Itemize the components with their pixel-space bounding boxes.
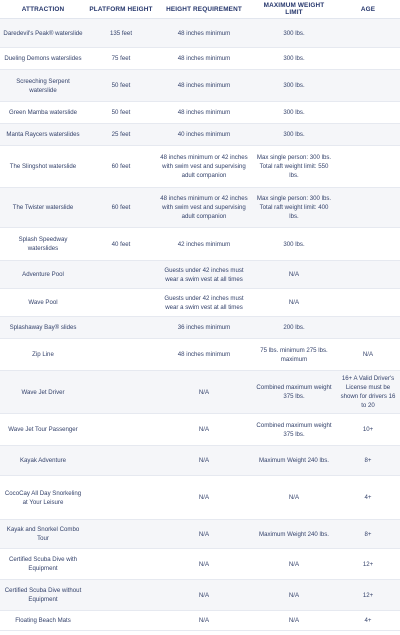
height-requirement-cell: Guests under 42 inches must wear a swim vest at all times <box>156 261 252 289</box>
weight-limit-cell: 75 lbs. minimum 275 lbs. maximum <box>252 339 336 371</box>
age-cell <box>336 146 400 188</box>
platform-height-cell <box>86 371 156 414</box>
height-requirement-cell: 48 inches minimum <box>156 48 252 70</box>
table-row <box>0 476 400 520</box>
platform-height-cell: 25 feet <box>86 124 156 146</box>
height-requirement-cell: N/A <box>156 611 252 631</box>
age-cell <box>336 70 400 102</box>
height-requirement-cell: 48 inches minimum or 42 inches with swim vest and supervising adult companion <box>156 146 252 188</box>
attraction-cell: The Slingshot waterslide <box>0 146 86 188</box>
table-header <box>0 0 400 19</box>
table-row <box>0 19 400 48</box>
age-cell <box>336 228 400 261</box>
weight-limit-cell: Maximum Weight 240 lbs. <box>252 446 336 476</box>
age-cell: 8+ <box>336 520 400 549</box>
weight-limit-cell: Max single person: 300 lbs. Total raft weight limit: 400 lbs. <box>252 188 336 228</box>
age-cell <box>336 188 400 228</box>
weight-limit-cell: Combined maximum weight 375 lbs. <box>252 371 336 414</box>
attraction-cell: Screeching Serpent waterslide <box>0 70 86 102</box>
platform-height-cell: 40 feet <box>86 228 156 261</box>
attraction-cell: Zip Line <box>0 339 86 371</box>
platform-height-cell <box>86 261 156 289</box>
weight-limit-cell: 300 lbs. <box>252 102 336 124</box>
platform-height-cell <box>86 580 156 611</box>
age-cell <box>336 124 400 146</box>
header-row <box>0 0 400 19</box>
table-row <box>0 70 400 102</box>
table-row <box>0 520 400 549</box>
height-requirement-cell: N/A <box>156 520 252 549</box>
height-requirement-cell: 42 inches minimum <box>156 228 252 261</box>
table-row <box>0 188 400 228</box>
age-cell: 4+ <box>336 476 400 520</box>
table-row <box>0 317 400 339</box>
table-row <box>0 549 400 580</box>
platform-height-cell: 60 feet <box>86 146 156 188</box>
age-cell <box>336 317 400 339</box>
height-requirement-cell: N/A <box>156 476 252 520</box>
platform-height-cell <box>86 520 156 549</box>
platform-height-cell: 60 feet <box>86 188 156 228</box>
weight-limit-cell: Combined maximum weight 375 lbs. <box>252 414 336 446</box>
header-height-requirement: HEIGHT REQUIREMENT <box>156 0 252 19</box>
attraction-cell: Wave Pool <box>0 289 86 317</box>
platform-height-cell <box>86 289 156 317</box>
weight-limit-cell: 300 lbs. <box>252 70 336 102</box>
platform-height-cell: 135 feet <box>86 19 156 48</box>
table-row <box>0 228 400 261</box>
age-cell <box>336 261 400 289</box>
table-row <box>0 261 400 289</box>
weight-limit-cell: 300 lbs. <box>252 228 336 261</box>
table-row <box>0 611 400 631</box>
height-requirement-cell: 48 inches minimum <box>156 102 252 124</box>
table-row <box>0 414 400 446</box>
height-requirement-cell: 48 inches minimum <box>156 339 252 371</box>
weight-limit-cell: N/A <box>252 611 336 631</box>
height-requirement-cell: 48 inches minimum <box>156 19 252 48</box>
header-max-weight: MAXIMUM WEIGHT LIMIT <box>252 0 336 19</box>
platform-height-cell <box>86 317 156 339</box>
weight-limit-cell: N/A <box>252 476 336 520</box>
attraction-cell: Green Mamba waterslide <box>0 102 86 124</box>
attraction-cell: Daredevil's Peak® waterslide <box>0 19 86 48</box>
platform-height-cell: 50 feet <box>86 102 156 124</box>
table-row <box>0 580 400 611</box>
attraction-cell: Certified Scuba Dive with Equipment <box>0 549 86 580</box>
platform-height-cell <box>86 339 156 371</box>
attraction-cell: Manta Raycers waterslides <box>0 124 86 146</box>
platform-height-cell <box>86 549 156 580</box>
weight-limit-cell: 300 lbs. <box>252 124 336 146</box>
platform-height-cell: 75 feet <box>86 48 156 70</box>
weight-limit-cell: 300 lbs. <box>252 19 336 48</box>
weight-limit-cell: Max single person: 300 lbs. Total raft weight limit: 550 lbs. <box>252 146 336 188</box>
platform-height-cell: 50 feet <box>86 70 156 102</box>
weight-limit-cell: N/A <box>252 289 336 317</box>
age-cell: 10+ <box>336 414 400 446</box>
height-requirement-cell: 48 inches minimum or 42 inches with swim vest and supervising adult companion <box>156 188 252 228</box>
table-row <box>0 371 400 414</box>
age-cell: 8+ <box>336 446 400 476</box>
platform-height-cell <box>86 414 156 446</box>
age-cell: 12+ <box>336 549 400 580</box>
height-requirement-cell: 48 inches minimum <box>156 70 252 102</box>
weight-limit-cell: N/A <box>252 261 336 289</box>
weight-limit-cell: N/A <box>252 580 336 611</box>
attraction-cell: Kayak and Snorkel Combo Tour <box>0 520 86 549</box>
height-requirement-cell: N/A <box>156 580 252 611</box>
attraction-cell: Wave Jet Tour Passenger <box>0 414 86 446</box>
table-row <box>0 102 400 124</box>
height-requirement-cell: Guests under 42 inches must wear a swim vest at all times <box>156 289 252 317</box>
attraction-cell: The Twister waterslide <box>0 188 86 228</box>
height-requirement-cell: 40 inches minimum <box>156 124 252 146</box>
height-requirement-cell: N/A <box>156 446 252 476</box>
table-row <box>0 146 400 188</box>
weight-limit-cell: 200 lbs. <box>252 317 336 339</box>
age-cell <box>336 19 400 48</box>
weight-limit-cell: Maximum Weight 240 lbs. <box>252 520 336 549</box>
attraction-cell: Splashaway Bay® slides <box>0 317 86 339</box>
table-row <box>0 446 400 476</box>
attraction-cell: Wave Jet Driver <box>0 371 86 414</box>
attraction-cell: Kayak Adventure <box>0 446 86 476</box>
attraction-cell: Dueling Demons waterslides <box>0 48 86 70</box>
attraction-cell: Floating Beach Mats <box>0 611 86 631</box>
platform-height-cell <box>86 611 156 631</box>
platform-height-cell <box>86 446 156 476</box>
weight-limit-cell: 300 lbs. <box>252 48 336 70</box>
table-row <box>0 124 400 146</box>
age-cell: 12+ <box>336 580 400 611</box>
attraction-cell: CocoCay All Day Snorkeling at Your Leisure <box>0 476 86 520</box>
weight-limit-cell: N/A <box>252 549 336 580</box>
height-requirement-cell: N/A <box>156 414 252 446</box>
header-attraction: ATTRACTION <box>0 0 86 19</box>
age-cell: 4+ <box>336 611 400 631</box>
platform-height-cell <box>86 476 156 520</box>
attraction-cell: Splash Speedway waterslides <box>0 228 86 261</box>
header-platform-height: PLATFORM HEIGHT <box>86 0 156 19</box>
table-row <box>0 48 400 70</box>
age-cell <box>336 289 400 317</box>
header-age: AGE <box>336 0 400 19</box>
attraction-cell: Certified Scuba Dive without Equipment <box>0 580 86 611</box>
table-row <box>0 289 400 317</box>
height-requirement-cell: 36 inches minimum <box>156 317 252 339</box>
age-cell: N/A <box>336 339 400 371</box>
age-cell <box>336 102 400 124</box>
age-cell <box>336 48 400 70</box>
table-row <box>0 339 400 371</box>
height-requirement-cell: N/A <box>156 371 252 414</box>
table-body <box>0 19 400 631</box>
attraction-cell: Adventure Pool <box>0 261 86 289</box>
age-cell: 16+ A Valid Driver's License must be shown for drivers 16 to 20 <box>336 371 400 414</box>
height-requirement-cell: N/A <box>156 549 252 580</box>
